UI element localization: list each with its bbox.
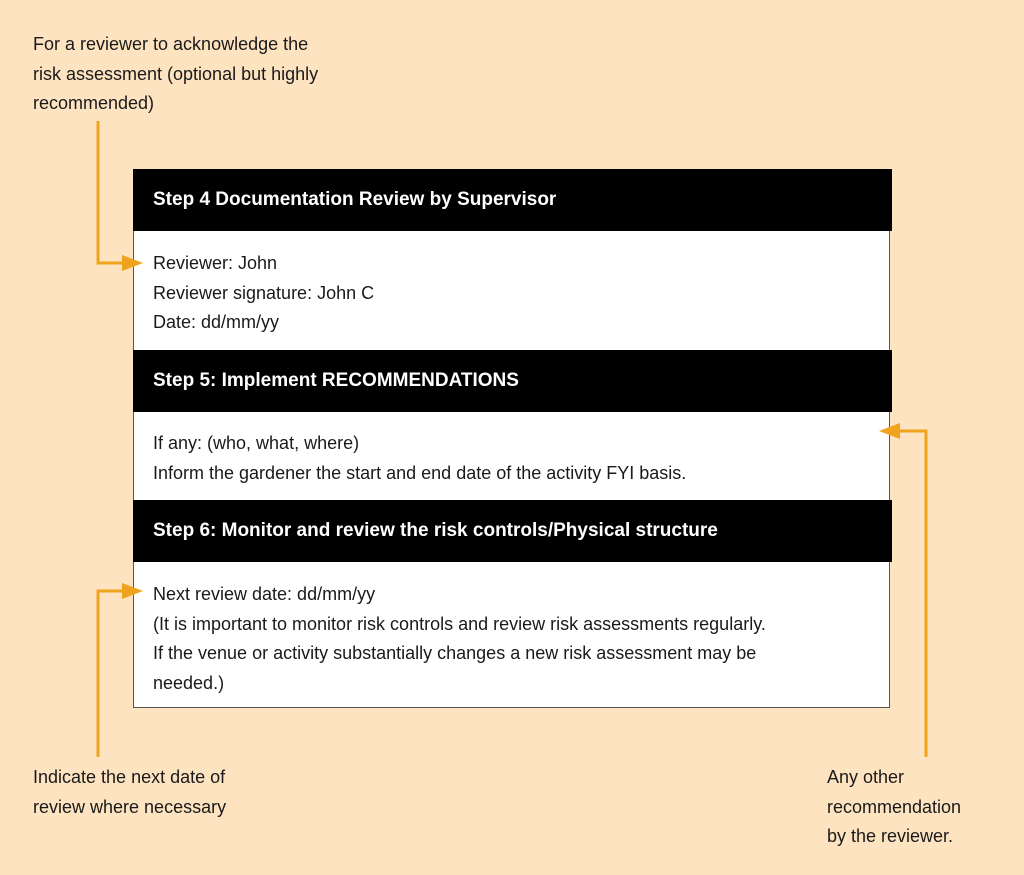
- step5-title: Step 5: Implement RECOMMENDATIONS: [153, 370, 519, 391]
- step6-header: [133, 500, 892, 562]
- annotation-line: For a reviewer to acknowledge the: [33, 34, 309, 54]
- annotation-line: recommended): [33, 93, 155, 113]
- step4-body: [153, 249, 374, 338]
- step6-body: [153, 580, 766, 698]
- next-review-date: Next review date: dd/mm/yy: [153, 584, 376, 604]
- review-note-line: (It is important to monitor risk controls and review risk assessments regularly.: [153, 613, 766, 634]
- recommendation-line: If any: (who, what, where): [153, 433, 360, 453]
- annotation-line: review where necessary: [33, 796, 227, 817]
- step6-title: Step 6: Monitor and review the risk controls/Physical structure: [153, 520, 718, 541]
- review-note-line: If the venue or activity substantially changes a new risk assessment may be: [153, 643, 757, 663]
- arrow-to-next-review-line: [98, 591, 128, 757]
- annotation-other-recommendation: [827, 763, 961, 852]
- recommendation-line: Inform the gardener the start and end date of the activity FYI basis.: [153, 462, 687, 483]
- annotation-line: risk assessment (optional but highly: [33, 63, 319, 84]
- step5-header: [133, 350, 892, 412]
- annotation-line: Any other: [827, 767, 905, 787]
- step4-title: Step 4 Documentation Review by Supervisor: [153, 189, 557, 210]
- step5-body: [153, 429, 686, 488]
- arrow-to-reviewer-line: [98, 121, 128, 263]
- reviewer-signature: Reviewer signature: John C: [153, 282, 375, 303]
- annotation-reviewer-acknowledge: [33, 30, 318, 119]
- reviewer-name: Reviewer: John: [153, 253, 278, 273]
- risk-assessment-form: [133, 169, 890, 708]
- review-date: Date: dd/mm/yy: [153, 312, 280, 332]
- annotation-line: by the reviewer.: [827, 826, 954, 846]
- review-note-line: needed.): [153, 672, 225, 693]
- annotation-line: Indicate the next date of: [33, 767, 226, 787]
- arrow-to-recommendations-line: [894, 431, 926, 757]
- step4-header: [133, 169, 892, 231]
- annotation-next-review: [33, 763, 226, 822]
- annotation-line: recommendation: [827, 796, 962, 817]
